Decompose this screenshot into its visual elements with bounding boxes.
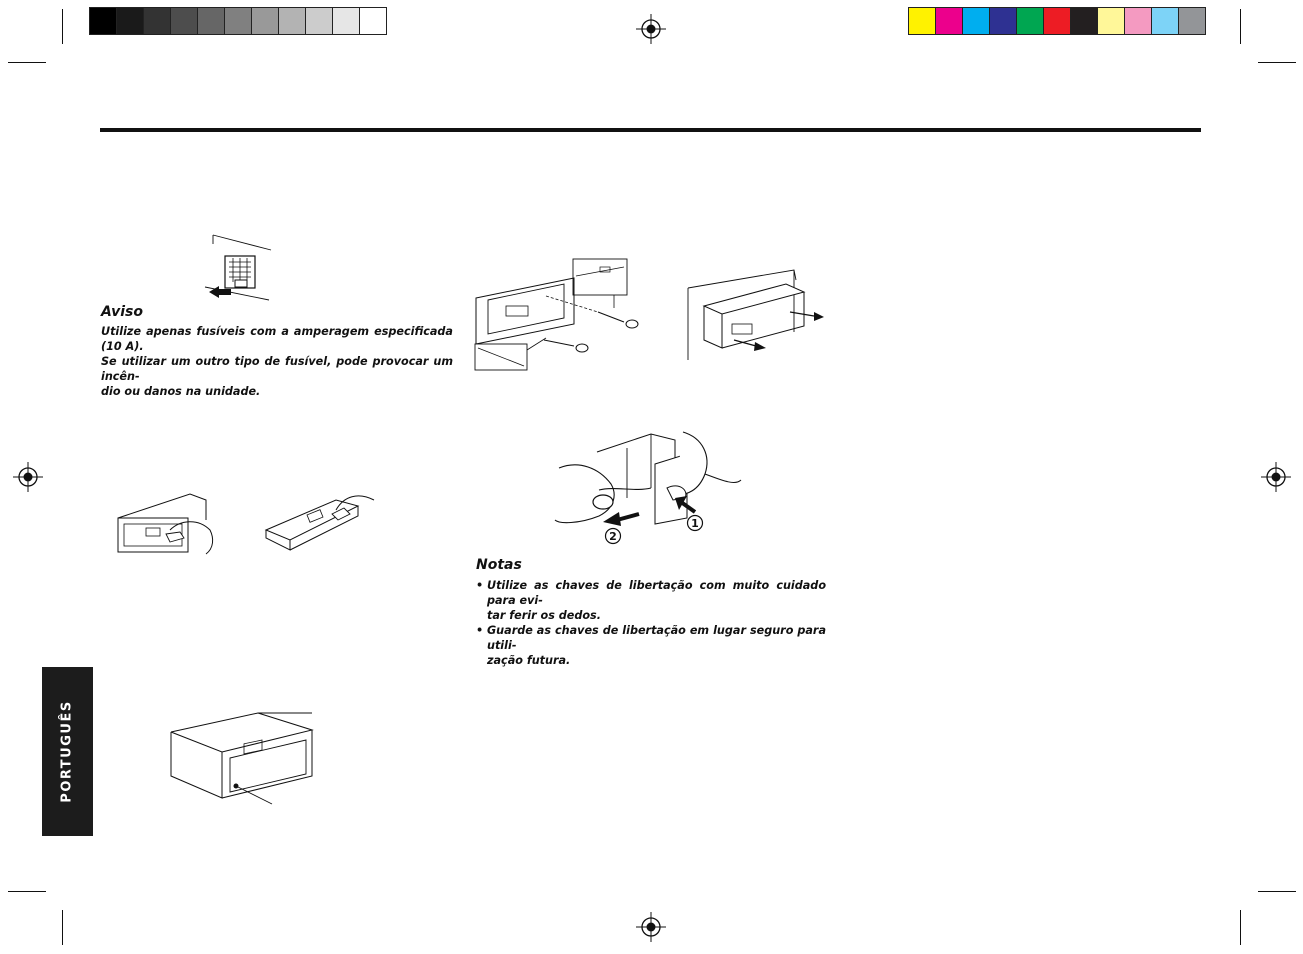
color-swatch [117, 8, 144, 34]
detach-panel-illustration [110, 490, 220, 555]
color-swatch [252, 8, 279, 34]
color-swatch [171, 8, 198, 34]
notes-list [476, 578, 826, 668]
color-swatch [225, 8, 252, 34]
color-swatch [1044, 8, 1071, 34]
release-keys-pull-illustration [686, 268, 832, 362]
warning-line: dio ou danos na unidade. [101, 385, 261, 398]
crop-mark [8, 891, 46, 892]
unit-front-illustration [168, 710, 278, 810]
color-swatch [333, 8, 360, 34]
warning-heading: Aviso [101, 304, 143, 320]
note-line: zação futura. [487, 654, 571, 667]
remove-unit-hands-illustration [555, 428, 745, 553]
crop-mark [1258, 62, 1296, 63]
crop-mark [1240, 9, 1241, 44]
note-item [476, 623, 826, 668]
note-line: • Guarde as chaves de libertação em lugar seguro para utili- [487, 624, 826, 652]
crop-mark [8, 62, 46, 63]
color-swatch [963, 8, 990, 34]
color-swatch [990, 8, 1017, 34]
color-swatch [1017, 8, 1044, 34]
warning-text [101, 324, 453, 399]
color-swatch [279, 8, 306, 34]
language-tab [42, 667, 93, 836]
registration-target-icon [1261, 462, 1291, 492]
crop-mark [62, 9, 63, 44]
color-swatch [360, 8, 386, 34]
note-line: • Utilize as chaves de libertação com muito cuidado para evi- [487, 579, 826, 607]
color-swatch [1125, 8, 1152, 34]
registration-target-icon [636, 912, 666, 942]
step-label-1: 1 [691, 517, 699, 530]
grayscale-color-bar [89, 7, 387, 35]
color-swatch [1152, 8, 1179, 34]
color-swatch [198, 8, 225, 34]
crop-mark [62, 910, 63, 945]
panel-case-illustration [262, 488, 382, 554]
header-rule [100, 128, 1201, 132]
language-tab-label: PORTUGUÊS [60, 700, 75, 803]
color-swatch [306, 8, 333, 34]
process-color-bar [908, 7, 1206, 35]
registration-target-icon [636, 14, 666, 44]
color-swatch [1179, 8, 1205, 34]
color-swatch [144, 8, 171, 34]
color-swatch [90, 8, 117, 34]
note-item [476, 578, 826, 623]
crop-mark [1240, 910, 1241, 945]
color-swatch [909, 8, 936, 34]
registration-target-icon [13, 462, 43, 492]
warning-line: Se utilizar um outro tipo de fusível, pode provocar um incên- [101, 355, 453, 383]
notes-heading: Notas [476, 557, 522, 573]
fuse-replacement-illustration [205, 232, 275, 302]
warning-line: Utilize apenas fusíveis com a amperagem especificada (10 A). [101, 325, 453, 353]
color-swatch [1098, 8, 1125, 34]
color-swatch [936, 8, 963, 34]
crop-mark [1258, 891, 1296, 892]
note-line: tar ferir os dedos. [487, 609, 601, 622]
step-label-2: 2 [609, 530, 617, 543]
color-swatch [1071, 8, 1098, 34]
release-keys-insert-illustration [474, 258, 640, 372]
